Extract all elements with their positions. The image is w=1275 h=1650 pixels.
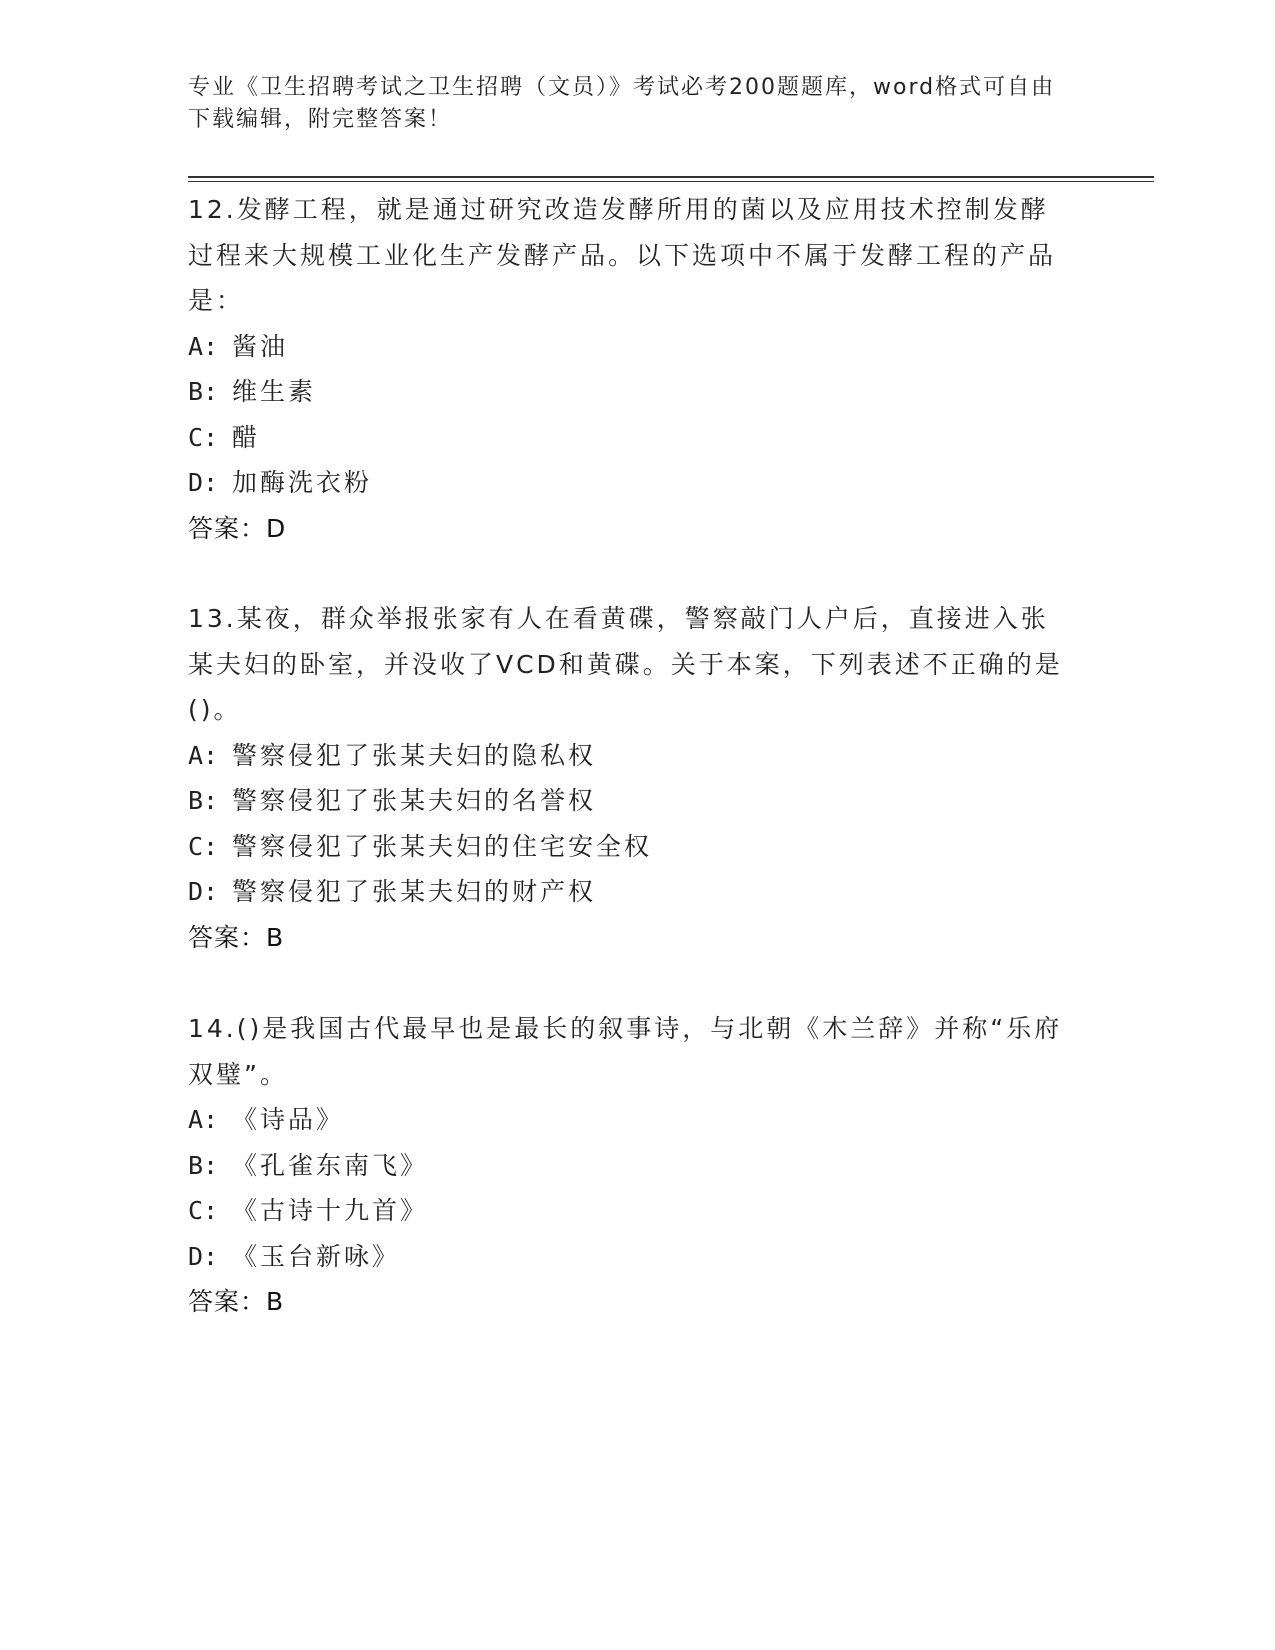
option-key: C:: [188, 1196, 219, 1225]
document-header: 专业《卫生招聘考试之卫生招聘（文员）》考试必考200题题库，word格式可自由下载编辑，附完整答案！: [188, 75, 1056, 132]
option-text: 《孔雀东南飞》: [232, 1150, 429, 1180]
option-key: D:: [188, 1241, 219, 1271]
option-text: 酱油: [232, 331, 289, 361]
option-key: B:: [188, 1150, 219, 1180]
option-key: C:: [188, 422, 219, 452]
answer-line: 答案：D: [188, 513, 287, 543]
option-key: D:: [188, 877, 219, 906]
option-text: 醋: [232, 422, 261, 452]
answer-line: 答案：B: [188, 1287, 285, 1316]
question-stem: 12.发酵工程，就是通过研究改造发酵所用的菌以及应用技术控制发酵过程来大规模工业化生产发酵产品。以下选项中不属于发酵工程的产品是：: [188, 195, 1057, 315]
option-b: [188, 1143, 1068, 1189]
option-d: [188, 1234, 1068, 1280]
question-block: [188, 187, 1068, 551]
answer-line: 答案：B: [188, 922, 285, 952]
option-b: [188, 369, 1068, 415]
question-block: [188, 1006, 1068, 1325]
header-divider: [188, 176, 1154, 182]
option-key: A:: [188, 1105, 219, 1134]
option-key: D:: [188, 468, 219, 497]
option-key: C:: [188, 831, 219, 861]
option-text: 警察侵犯了张某夫妇的财产权: [232, 877, 597, 906]
option-d: [188, 869, 1068, 915]
option-text: 维生素: [232, 377, 317, 406]
option-text: 警察侵犯了张某夫妇的隐私权: [232, 740, 597, 770]
option-b: [188, 778, 1068, 824]
option-c: [188, 1188, 1068, 1234]
option-key: B:: [188, 377, 219, 406]
option-c: [188, 415, 1068, 461]
question-block: [188, 596, 1068, 960]
option-a: [188, 324, 1068, 370]
question-stem: 13.某夜，群众举报张家有人在看黄碟，警察敲门人户后，直接进入张某夫妇的卧室，并没收了VCD和黄碟。关于本案，下列表述不正确的是()。: [188, 604, 1063, 724]
option-text: 加酶洗衣粉: [232, 468, 373, 497]
option-text: 警察侵犯了张某夫妇的住宅安全权: [232, 831, 653, 861]
question-stem: 14.()是我国古代最早也是最长的叙事诗，与北朝《木兰辞》并称“乐府双璧”。: [188, 1014, 1063, 1089]
option-a: [188, 733, 1068, 779]
option-text: 《玉台新咏》: [232, 1241, 401, 1271]
option-text: 警察侵犯了张某夫妇的名誉权: [232, 786, 597, 815]
option-key: A:: [188, 740, 219, 770]
option-text: 《古诗十九首》: [232, 1196, 429, 1225]
option-a: [188, 1097, 1068, 1143]
option-d: [188, 460, 1068, 506]
option-text: 《诗品》: [232, 1105, 345, 1134]
option-key: A:: [188, 331, 219, 361]
option-key: B:: [188, 786, 219, 815]
option-c: [188, 824, 1068, 870]
